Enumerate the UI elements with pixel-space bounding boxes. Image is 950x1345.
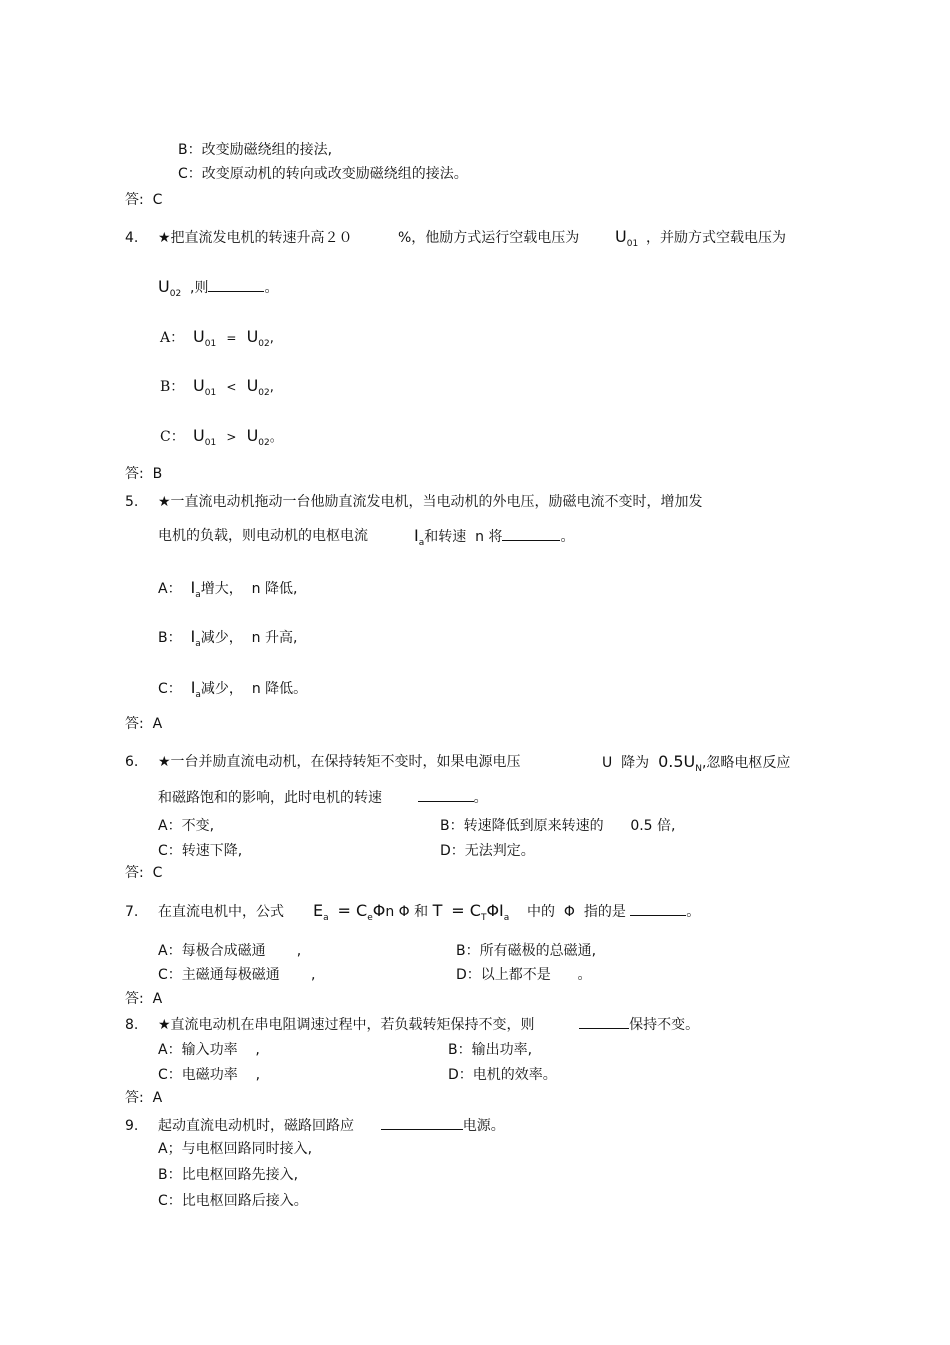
q4-u01: $U_{01}$ — [615, 227, 639, 249]
q6-line-2: 和磁路饱和的影响，此时电机的转速 。 — [158, 790, 488, 806]
answer-label: 答: — [125, 991, 144, 1007]
blank-underline — [418, 789, 474, 802]
answer-label: 答: — [125, 466, 144, 482]
q5-option-a: A： $I_a$增大， n 降低, — [158, 578, 298, 600]
q4-text-4: ,则 。 — [190, 280, 279, 296]
q8-option-a: A：输入功率 , — [158, 1042, 260, 1058]
q8-option-d: D：电机的效率。 — [448, 1067, 557, 1083]
q4-number: 4. — [125, 230, 139, 246]
q7-option-d: D：以上都不是 。 — [456, 967, 592, 983]
q4-option-a-label: A： — [160, 330, 185, 346]
q9-number: 9. — [125, 1118, 139, 1134]
q4-option-b-label: B： — [160, 379, 185, 395]
q4-option-b: $U_{01} < U_{02}$, — [193, 376, 274, 398]
q5-line-2a: 电机的负载，则电动机的电枢电流 — [158, 528, 368, 544]
q6-answer — [125, 864, 162, 882]
answer-value: A — [152, 991, 163, 1007]
q4-answer — [125, 465, 162, 483]
q6-line-1a: ★一台并励直流电动机，在保持转矩不变时，如果电源电压 — [158, 754, 521, 770]
answer-value: B — [152, 466, 163, 482]
answer-value: A — [152, 1090, 163, 1106]
q4-u02: $U_{02}$ — [158, 277, 182, 299]
blank-underline — [579, 1016, 629, 1029]
q7-text-2: 中的 Φ 指的是 。 — [527, 904, 701, 920]
q4-option-a: $U_{01} = U_{02}$, — [193, 327, 274, 349]
q4-option-c: $U_{01} > U_{02}$。 — [193, 426, 283, 448]
blank-underline — [208, 279, 264, 292]
q6-option-a: A：不变, — [158, 818, 215, 834]
q4-text-1: ★把直流发电机的转速升高２０ — [158, 230, 353, 246]
answer-value: C — [152, 865, 163, 881]
q5-option-b: B： $I_a$减少， n 升高, — [158, 627, 298, 649]
answer-value: C — [152, 192, 163, 208]
q5-answer — [125, 715, 162, 733]
q4-text-2: %，他励方式运行空载电压为 — [398, 230, 580, 246]
q7-option-c: C：主磁通每极磁通 , — [158, 967, 316, 983]
q9-option-c: C：比电枢回路后接入。 — [158, 1193, 308, 1209]
q7-number: 7. — [125, 904, 139, 920]
q8-text: ★直流电动机在串电阻调速过程中，若负载转矩保持不变，则 保持不变。 — [158, 1017, 700, 1033]
prev-option-b: B：改变励磁绕组的接法, — [178, 142, 333, 158]
q7-text-1: 在直流电机中，公式 — [158, 904, 284, 920]
answer-label: 答: — [125, 716, 144, 732]
q5-line-2b: $I_a$和转速 n 将 。 — [414, 526, 575, 548]
q9-option-a: A；与电枢回路同时接入, — [158, 1141, 313, 1157]
blank-underline — [630, 903, 686, 916]
q6-option-d: D：无法判定。 — [440, 843, 535, 859]
q5-option-c: C： $I_a$减少， n 降低。 — [158, 678, 308, 700]
answer-label: 答: — [125, 865, 144, 881]
prev-answer — [125, 191, 162, 209]
q7-option-b: B：所有磁极的总磁通, — [456, 943, 597, 959]
q6-option-c: C：转速下降, — [158, 843, 243, 859]
q8-option-b: B：输出功率, — [448, 1042, 533, 1058]
q4-text-3: ，并励方式空载电压为 — [646, 230, 786, 246]
q7-formula: $E_a = C_e\Phi n$ Φ 和 $T = C_T\Phi I_a$ — [313, 901, 510, 923]
q8-option-c: C：电磁功率 , — [158, 1067, 261, 1083]
q9-option-b: B：比电枢回路先接入, — [158, 1167, 299, 1183]
q8-answer — [125, 1089, 162, 1107]
blank-underline — [381, 1117, 463, 1130]
q6-option-b: B：转速降低到原来转速的 0.5 倍, — [440, 818, 676, 834]
q4-option-c-label: C： — [160, 429, 185, 445]
q9-text: 起动直流电动机时，磁路回路应 电源。 — [158, 1118, 505, 1134]
q6-number: 6. — [125, 754, 139, 770]
prev-option-c: C：改变原动机的转向或改变励磁绕组的接法。 — [178, 166, 468, 182]
answer-label: 答: — [125, 1090, 144, 1106]
q7-option-a: A：每极合成磁通 , — [158, 943, 302, 959]
q5-line-1: ★一直流电动机拖动一台他励直流发电机，当电动机的外电压，励磁电流不变时，增加发 — [158, 494, 703, 510]
answer-value: A — [152, 716, 163, 732]
q7-answer — [125, 990, 162, 1008]
q8-number: 8. — [125, 1017, 139, 1033]
q6-line-1b: U 降为 $0.5U_N$,忽略电枢反应 — [602, 752, 791, 774]
answer-label: 答: — [125, 192, 144, 208]
blank-underline — [502, 528, 560, 541]
q5-number: 5. — [125, 494, 139, 510]
